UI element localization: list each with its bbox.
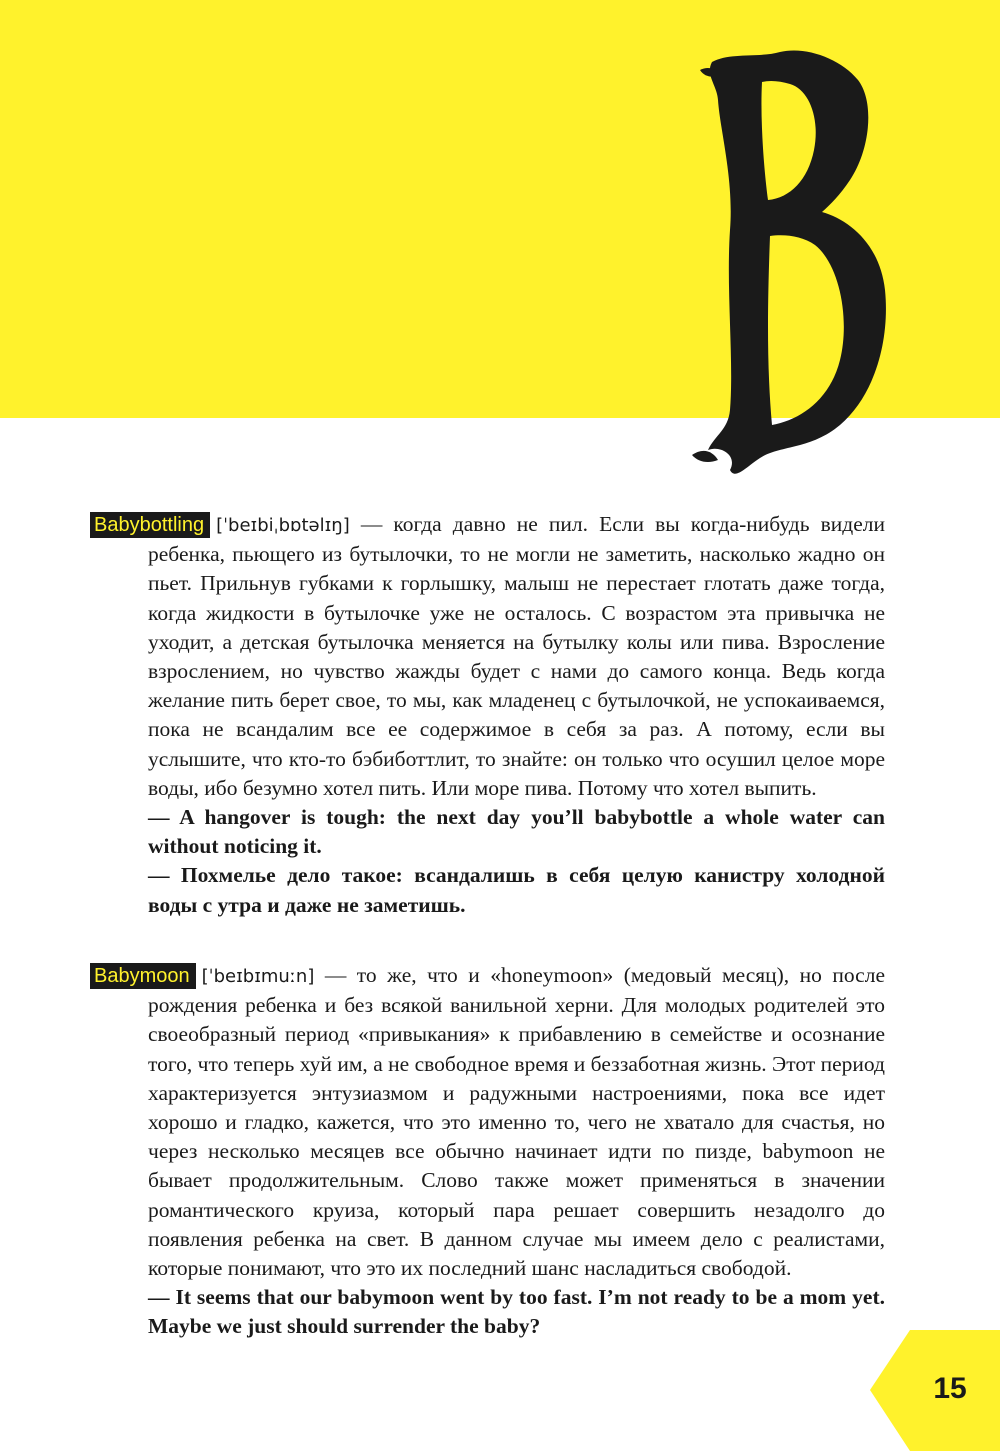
dictionary-entry-babybottling [90, 510, 885, 920]
entry-definition: — то же, что и «honeymoon» (медовый месяц), но после рождения ребенка и без всякой ванильной херни. Для молодых родителей это своеобразный период «привыкания» к прибавлению в семействе и осознание того, что теперь хуй им, а не свободное время и беззаботная жизнь. Этот период характеризуется энтузиазмом и радужными настроениями, пока все идет хорошо и гладко, кажется, что это именно то, чего не хватало для счастья, но через несколько месяцев все обычно начинает идти по пизде, babymoon не бывает продолжительным. Слово также может применяться в значении романтического круиза, который пара решает совершить незадолго до появления ребенка на свет. В данном случае мы имеем дело с реалистами, которые понимают, что это их последний шанс насладиться свободой. [148, 963, 885, 1281]
dictionary-entry-babymoon [90, 961, 885, 1342]
entry-term: Babybottling [90, 512, 210, 538]
entry-example-russian: — Похмелье дело такое: всандалишь в себя целую канистру холодной воды с утра и даже не заметишь. [148, 863, 885, 917]
entry-definition: — когда давно не пил. Если вы когда-нибудь видели ребенка, пьющего из бутылочки, то не могли не заметить, насколько жадно он пьет. Прильнув губками к горлышку, малыш не перестает глотать даже тогда, когда жидкости в бутылочке уже не осталось. С возрастом эта привычка не уходит, а детская бутылочка меняется на бутылку колы или пива. Взросление взрослением, но чувство жажды будет с нами до самого конца. Ведь когда желание пить берет свое, то мы, как младенец с бутылочкой, не успокаиваемся, пока не всандалим все ее содержимое в себя за раз. А потому, если вы услышите, что кто-то бэбиботтлит, то знайте: он только что осушил целое море воды, ибо безумно хотел пить. Или море пива. Потому что хотел выпить. [148, 512, 885, 800]
entry-example-english: — A hangover is tough: the next day you’ll babybottle a whole water can without noticing it. [148, 805, 885, 859]
entry-phonetic: [ˈbeɪbiˌbɒtəlɪŋ] [216, 515, 350, 536]
entry-phonetic: [ˈbeɪbɪmuːn] [201, 966, 315, 987]
entry-body [90, 510, 885, 803]
entry-body [90, 961, 885, 1283]
page-number: 15 [933, 1372, 967, 1405]
entry-example-english: — It seems that our babymoon went by too fast. I’m not ready to be a mom yet. Maybe we just should surrender the baby? [148, 1285, 885, 1339]
blackletter-b-glyph [690, 40, 890, 480]
entry-term: Babymoon [90, 963, 196, 989]
